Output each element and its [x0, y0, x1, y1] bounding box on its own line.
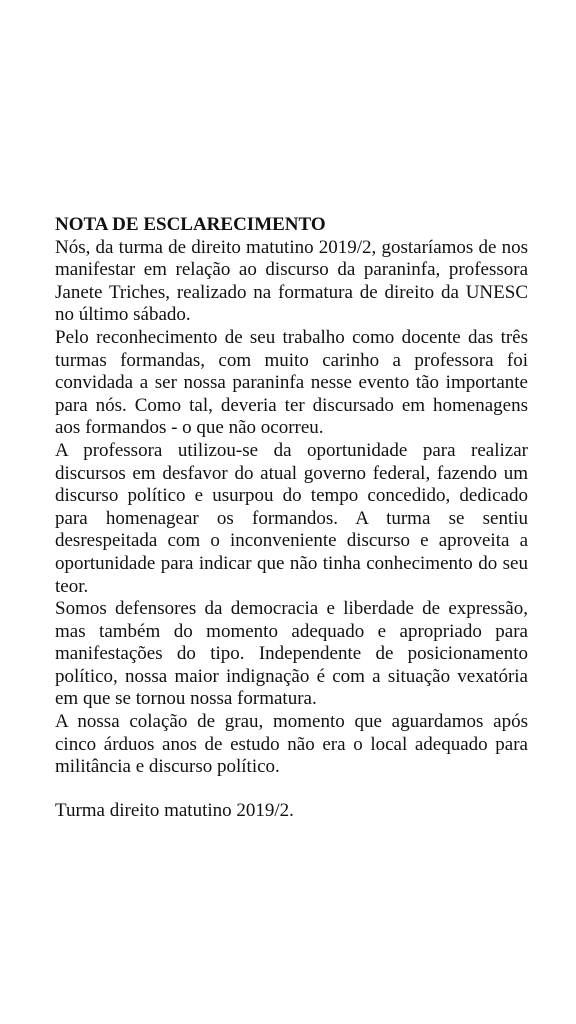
paragraph-democracy: Somos defensores da democracia e liberdade de expressão, mas também do momento adequado e apropriado para manifestações do tipo. Independente de posicionamento político, nossa maior indignação é com a situação vexatória em que se tornou nossa formatura.: [55, 598, 528, 710]
paragraph-introduction: Nós, da turma de direito matutino 2019/2, gostaríamos de nos manifestar em relação ao discurso da paraninfa, professora Janete Triches, realizado na formatura de direito da UNESC no último sábado.: [55, 236, 528, 326]
document-title: NOTA DE ESCLARECIMENTO: [55, 214, 326, 235]
paragraph-recognition: Pelo reconhecimento de seu trabalho como docente das três turmas formandas, com muito carinho a professora foi convidada a ser nossa paraninfa nesse evento tão importante para nós. Como tal, deveria ter discursado em homenagens aos formandos - o que não ocorreu.: [55, 326, 528, 439]
paragraph-speech-complaint: A professora utilizou-se da oportunidade para realizar discursos em desfavor do atual governo federal, fazendo um discurso político e usurpou do tempo concedido, dedicado para homenagear os formandos. A turma se sentiu desrespeitada com o inconveniente discurso e aproveita a oportunidade para indicar que não tinha conhecimento do seu teor.: [55, 439, 528, 597]
paragraph-graduation: A nossa colação de grau, momento que aguardamos após cinco árduos anos de estudo não era o local adequado para militância e discurso político.: [55, 711, 528, 778]
statement-document: [55, 204, 528, 822]
document-signature: Turma direito matutino 2019/2.: [55, 799, 294, 821]
